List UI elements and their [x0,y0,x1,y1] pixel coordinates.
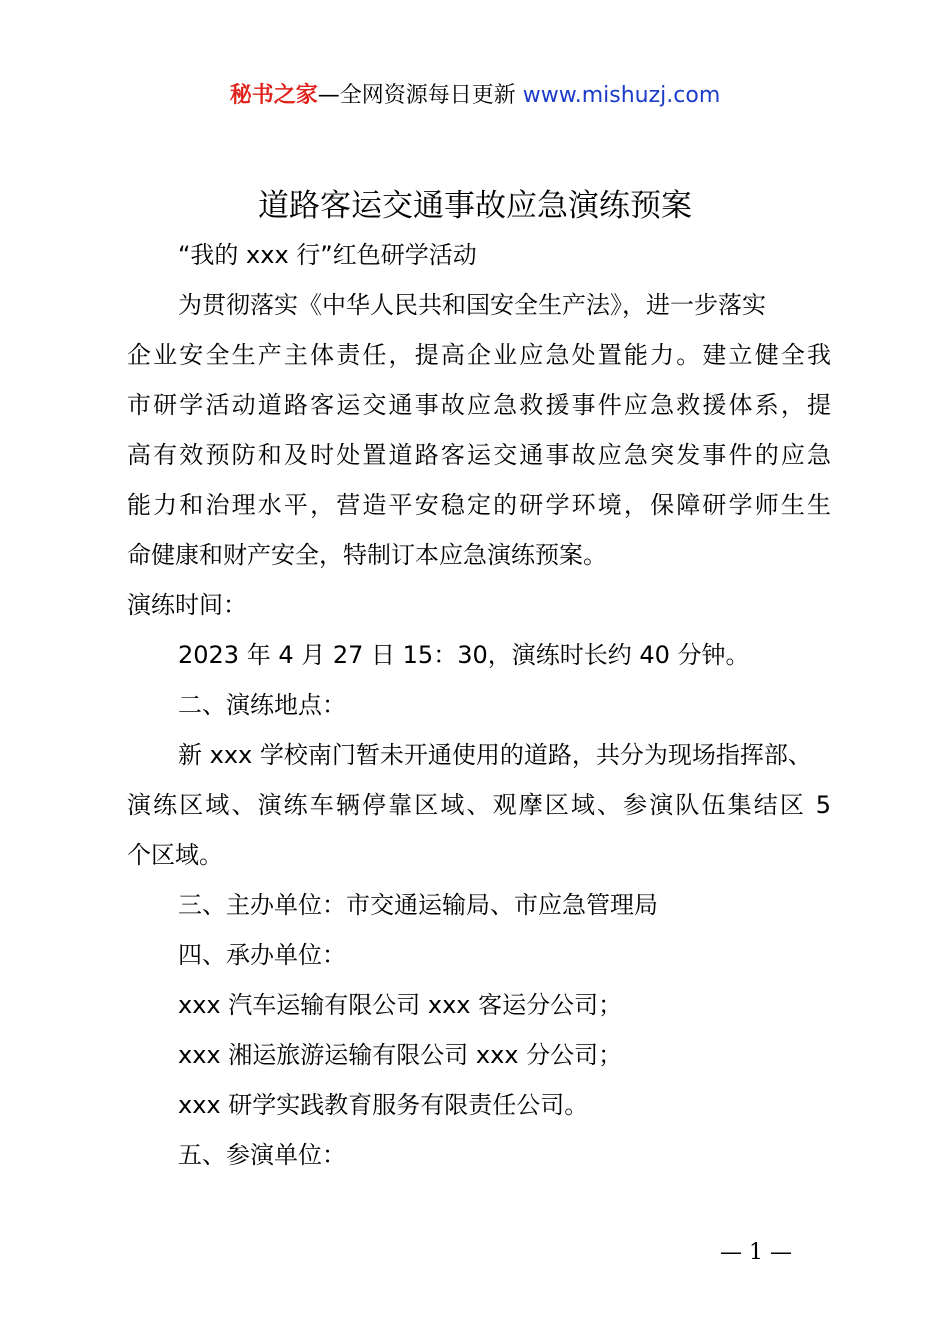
intro-line: 为贯彻落实《中华人民共和国安全生产法》，进一步落实 [178,291,766,319]
organizer-item: xxx 研学实践教育服务有限责任公司。 [178,1091,589,1119]
location-line: 新 xxx 学校南门暂未开通使用的道路，共分为现场指挥部、 [178,741,812,769]
intro-line: 高有效预防和及时处置道路客运交通事故应急突发事件的应急 [127,441,831,469]
document-title: 道路客运交通事故应急演练预案 [258,188,692,224]
location-line: 个区域。 [127,841,223,869]
intro-line: 市研学活动道路客运交通事故应急救援事件应急救援体系，提 [127,391,831,419]
location-line: 演练区域、演练车辆停靠区域、观摩区域、参演队伍集结区 5 [127,791,831,819]
participants-heading: 五、参演单位： [178,1141,346,1169]
organizer-heading: 四、承办单位： [178,941,346,969]
intro-line: 能力和治理水平，营造平安稳定的研学环境，保障研学师生生 [127,491,831,519]
document-subtitle: “我的 xxx 行”红色研学活动 [178,241,477,269]
time-text: 2023 年 4 月 27 日 15：30，演练时长约 40 分钟。 [178,641,750,669]
site-url-link[interactable]: www.mishuzj.com [522,83,721,108]
organizer-item: xxx 湘运旅游运输有限公司 xxx 分公司； [178,1041,623,1069]
time-heading: 演练时间： [127,591,247,619]
site-tagline: —全网资源每日更新 [317,83,523,108]
intro-line: 命健康和财产安全，特制订本应急演练预案。 [127,541,607,569]
organizer-item: xxx 汽车运输有限公司 xxx 客运分公司； [178,991,623,1019]
page-number: — 1 — [720,1240,792,1265]
site-header [0,80,950,112]
site-brand: 秘书之家 [229,83,318,108]
host-line: 三、主办单位：市交通运输局、市应急管理局 [178,891,658,919]
location-heading: 二、演练地点： [178,691,346,719]
intro-line: 企业安全生产主体责任，提高企业应急处置能力。建立健全我 [127,341,831,369]
